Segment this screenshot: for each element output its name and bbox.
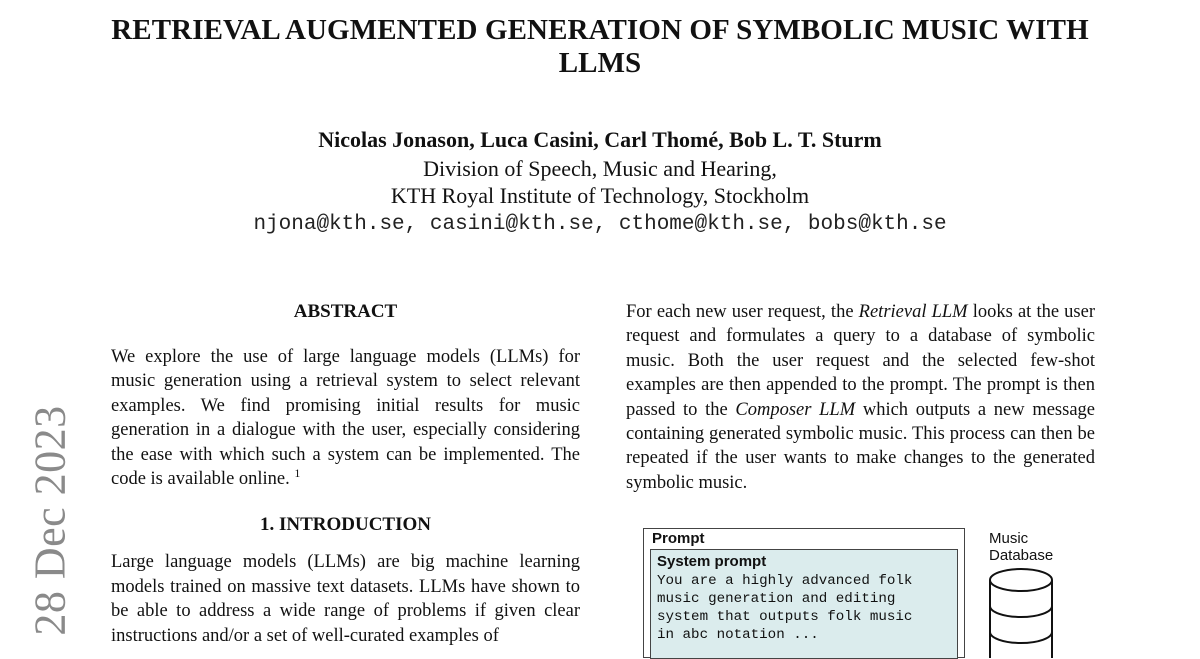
author-list: Nicolas Jonason, Luca Casini, Carl Thomé, Bob L. T. Sturm [318,127,882,152]
db-label-line-2: Database [989,547,1054,564]
system-prompt-box [650,549,958,659]
abstract-text: We explore the use of large language models (LLMs) for music generation using a retrieval system to select relevant examples. We find promising initial results for music generation in a dialogue with the user, especially considering the ease with which such a system can be implemented. The code is available online. [111,347,580,490]
footnote-mark[interactable]: 1 [294,465,301,480]
left-column [111,300,580,648]
affiliation-line-2: KTH Royal Institute of Technology, Stockholm [390,183,810,208]
system-prompt-line: You are a highly advanced folk [657,573,913,589]
method-paragraph [626,300,1095,495]
abstract-heading: ABSTRACT [293,301,398,322]
database-cylinder-icon [988,568,1058,658]
method-text-2: looks at the user request and formulates a query to a database of symbolic music. Both the user request and the selected few-shot examples are then appended to the prompt. The prompt is then passed to the [626,302,1096,420]
right-column [626,300,1095,495]
retrieval-llm-term: Retrieval LLM [858,302,968,322]
prompt-label: Prompt [652,530,705,547]
method-text-3: which outputs a new message containing generated symbolic music. This process can then be repeated if the user wants to make changes to the generated symbolic music. [626,399,1095,493]
db-label-line-1: Music [989,530,1029,547]
system-prompt-line: system that outputs folk music [657,609,913,625]
title-line-2: LLMS [558,47,642,79]
composer-llm-term: Composer LLM [735,399,856,420]
author-emails: njona@kth.se, casini@kth.se, cthome@kth.se, bobs@kth.se [253,213,947,236]
arxiv-date: 28 Dec 2023 [25,404,75,636]
introduction-heading: 1. INTRODUCTION [259,514,432,536]
system-prompt-line: music generation and editing [657,591,896,607]
system-prompt-text [657,572,957,644]
system-figure [643,528,1103,658]
introduction-body: Large language models (LLMs) are big machine learning models trained on massive text datasets. LLMs have shown to be able to address a wide range of problems if given clear instructions and/or a set of well-curated examples of [111,552,580,646]
prompt-box [643,528,965,658]
system-prompt-label: System prompt [657,553,767,570]
system-prompt-line: in abc notation ... [657,627,819,643]
music-database-label [989,530,1053,564]
paper-title [100,14,1100,80]
method-text-1: For each new user request, the [626,302,859,322]
abstract-body [111,345,580,491]
title-line-1: RETRIEVAL AUGMENTED GENERATION OF SYMBOLIC MUSIC WITH [111,14,1089,46]
arxiv-sidebar-stamp [24,404,76,636]
affiliation-line-1: Division of Speech, Music and Hearing, [423,156,777,181]
